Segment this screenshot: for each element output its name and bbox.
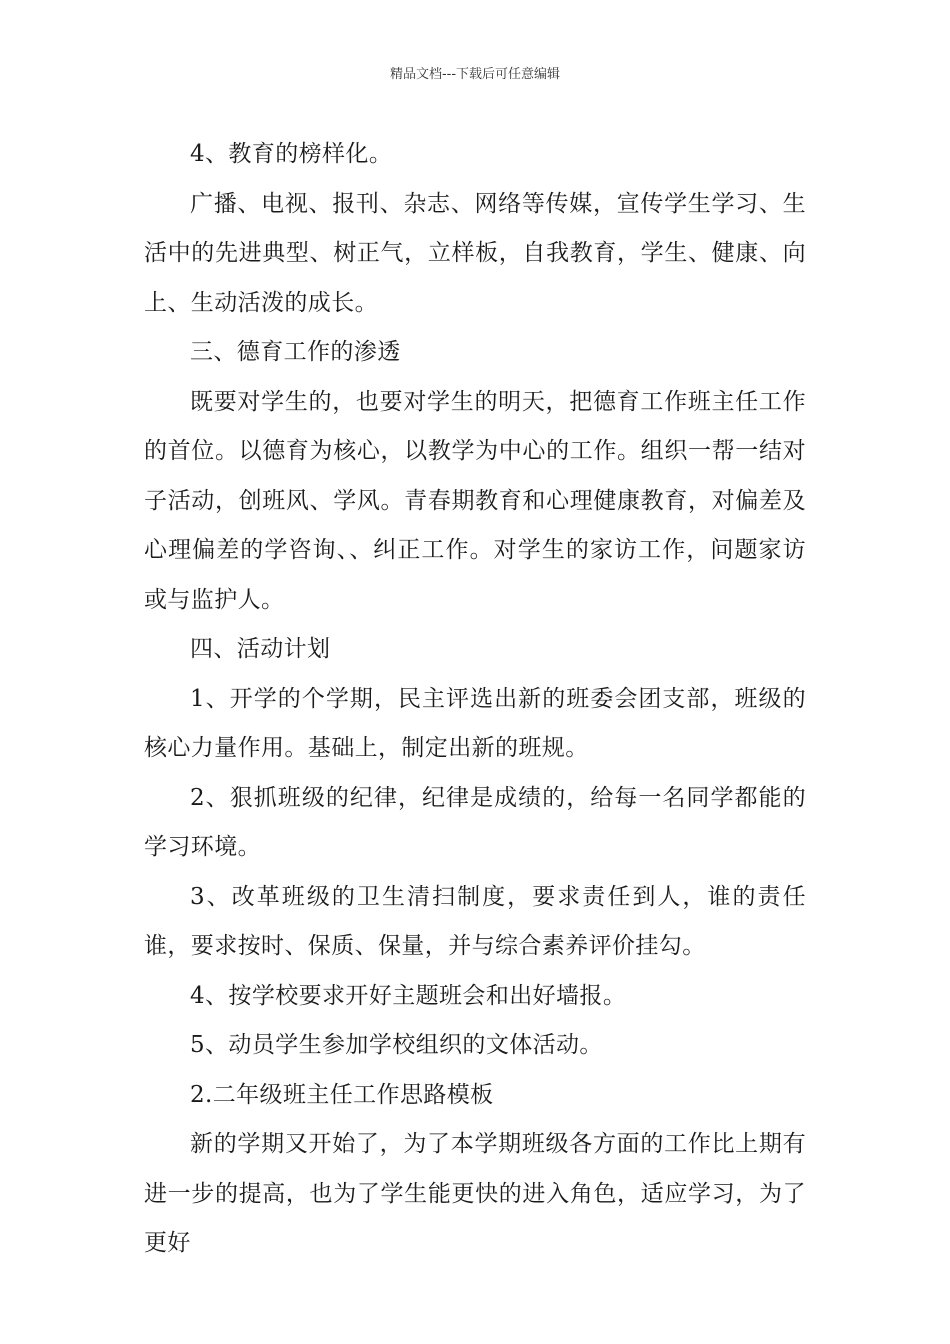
section-heading: 2.二年级班主任工作思路模板 <box>190 1081 494 1108</box>
paragraph: 既要对学生的，也要对学生的明天，把德育工作班主任工作的首位。以德育为核心，以教学为中心的工作。组织一帮一结对子活动，创班风、学风。青春期教育和心理健康教育，对偏差及心理偏差的学咨询、、纠正工作。对学生的家访工作，问题家访或与监护人。 <box>144 388 806 613</box>
list-item: 4、按学校要求开好主题班会和出好墙报。 <box>190 982 627 1009</box>
list-item: 1、开学的个学期，民主评选出新的班委会团支部，班级的核心力量作用。基础上，制定出新的班规。 <box>144 685 806 761</box>
page-header: 精品文档---下载后可任意编辑 <box>389 67 561 82</box>
list-item: 3、改革班级的卫生清扫制度，要求责任到人，谁的责任谁，要求按时、保质、保量，并与综合素养评价挂勾。 <box>144 883 806 959</box>
list-item: 2、狠抓班级的纪律，纪律是成绩的，给每一名同学都能的学习环境。 <box>144 784 806 860</box>
list-item: 5、动员学生参加学校组织的文体活动。 <box>190 1032 603 1058</box>
paragraph-example-heading: 4、教育的榜样化。 <box>190 141 393 167</box>
section-heading: 四、活动计划 <box>190 636 331 662</box>
section-heading: 三、德育工作的渗透 <box>190 339 401 365</box>
paragraph: 新的学期又开始了，为了本学期班级各方面的工作比上期有进一步的提高，也为了学生能更快的进入角色，适应学习，为了更好 <box>144 1131 806 1256</box>
paragraph: 广播、电视、报刊、杂志、网络等传媒，宣传学生学习、生活中的先进典型、树正气，立样板，自我教育，学生、健康、向上、生动活泼的成长。 <box>144 190 806 316</box>
document-body <box>144 130 806 1269</box>
